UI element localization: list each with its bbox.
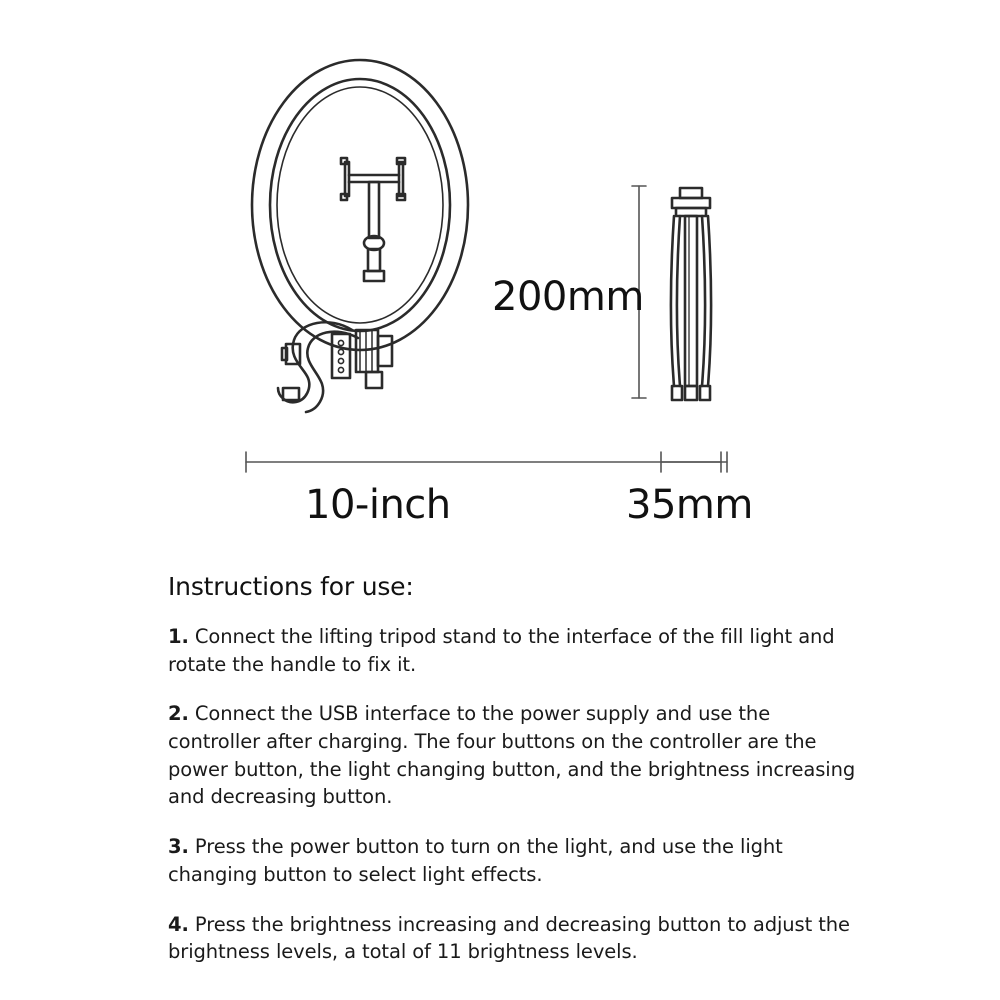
instruction-step-2-number: 2. [168, 702, 189, 726]
instruction-step-1-text: Connect the lifting tripod stand to the interface of the fill light and rotate the handle to fix it. [168, 625, 835, 676]
instruction-step-4-number: 4. [168, 912, 189, 936]
instruction-step-3 [168, 833, 868, 888]
instructions-heading: Instructions for use: [168, 572, 414, 601]
phone-holder-illustration [341, 158, 405, 281]
instruction-step-3-text: Press the power button to turn on the light, and use the light changing button to select light effects. [168, 835, 783, 886]
instruction-step-3-number: 3. [168, 835, 189, 859]
dimension-label-ring-diameter: 10-inch [305, 482, 451, 528]
instruction-step-2-text: Connect the USB interface to the power supply and use the controller after charging. The four buttons on the controller are the power button, the light changing button, and the brightness increasing and decreasing button. [168, 702, 856, 809]
dimension-label-height: 200mm [492, 274, 644, 320]
usb-cable-controller-illustration [278, 322, 392, 412]
dimension-label-tripod-width: 35mm [626, 482, 753, 528]
instruction-step-4-text: Press the brightness increasing and decreasing button to adjust the brightness levels, a total of 11 brightness levels. [168, 912, 850, 964]
dimension-line-10-inch [246, 452, 727, 472]
instructions-section [168, 572, 868, 966]
instruction-step-2 [168, 700, 868, 811]
instruction-step-1-number: 1. [168, 625, 189, 648]
ring-light-illustration [252, 60, 468, 350]
instruction-step-1 [168, 623, 868, 678]
tripod-stand-illustration [671, 188, 711, 400]
instruction-step-4 [168, 911, 868, 966]
dimension-line-35mm [661, 452, 721, 472]
